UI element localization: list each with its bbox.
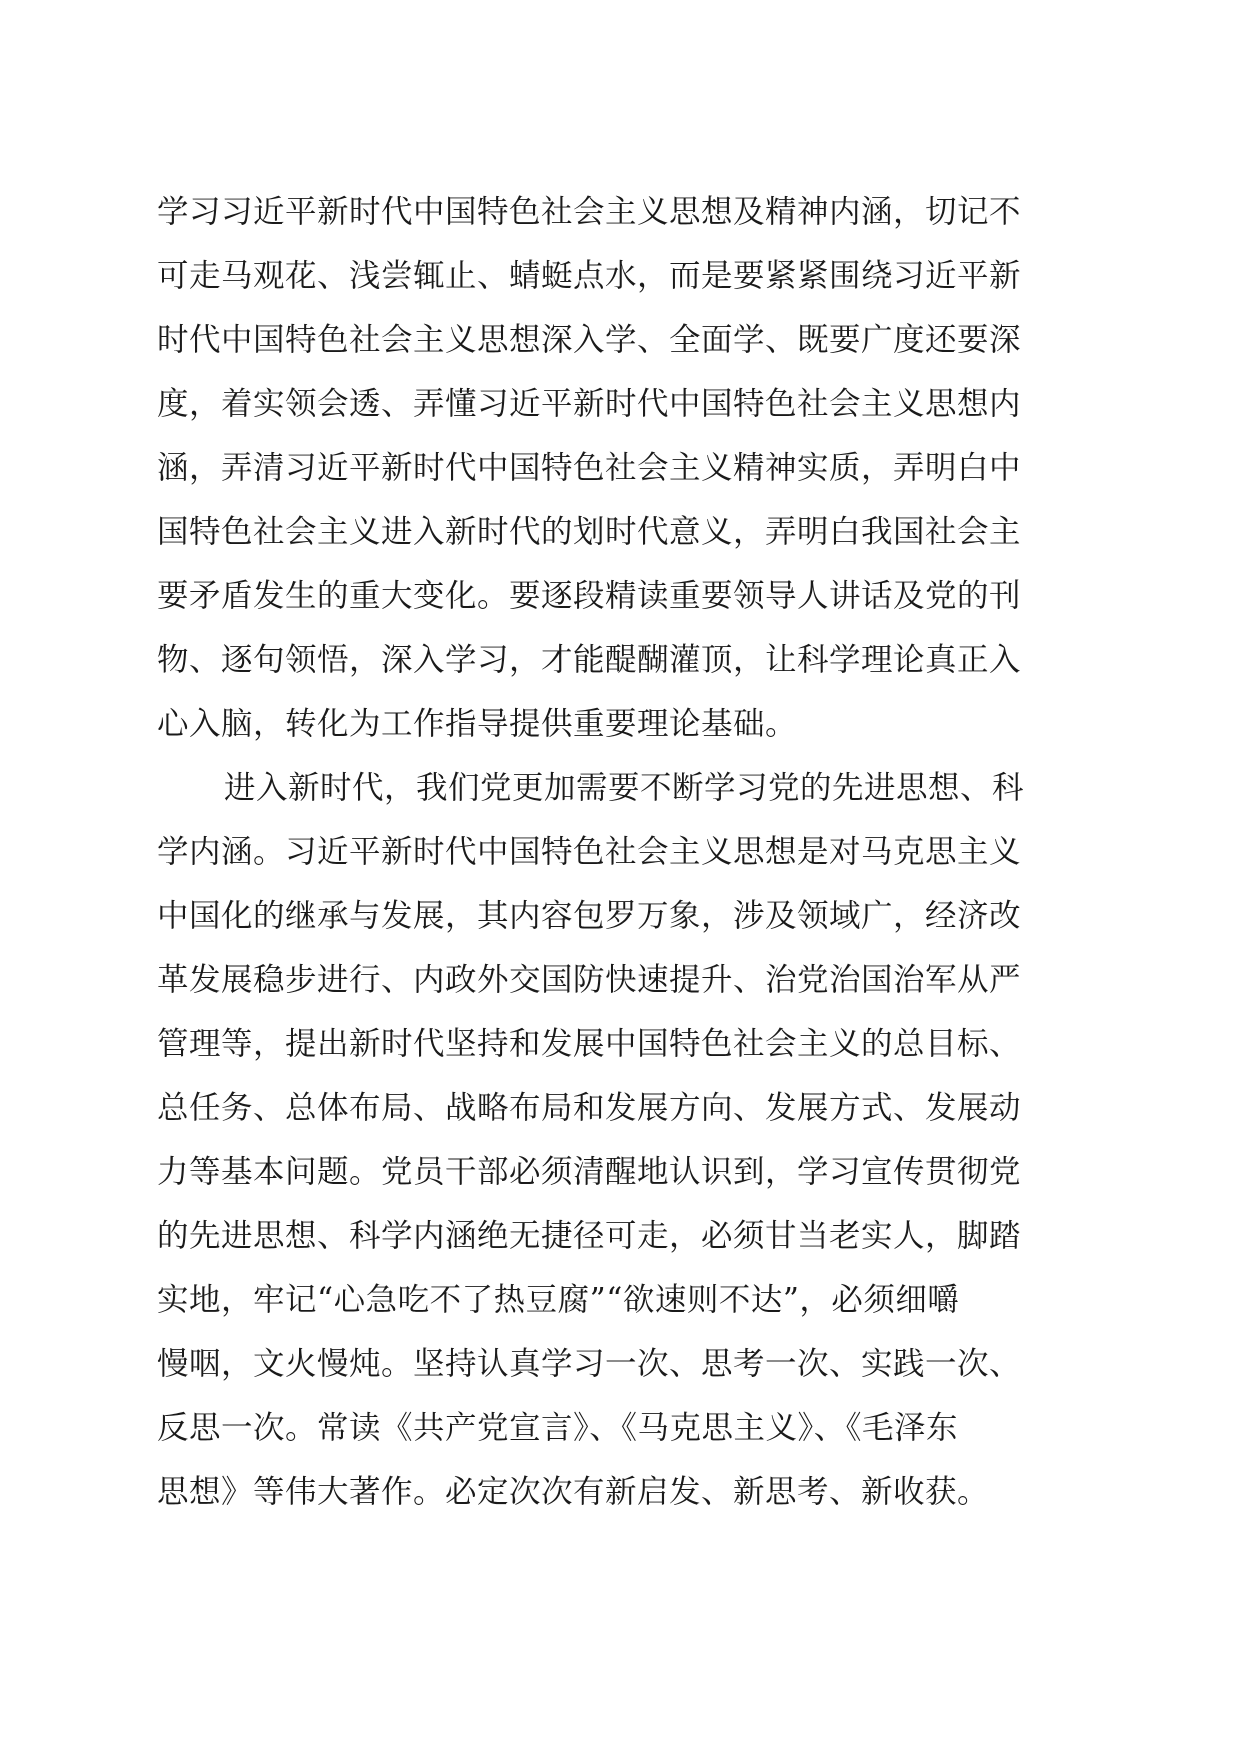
text-line: 革发展稳步进行、内政外交国防快速提升、治党治国治军从严: [157, 962, 1022, 998]
text-line: 物、逐句领悟，深入学习，才能醍醐灌顶，让科学理论真正入: [157, 642, 1022, 678]
text-line: 要矛盾发生的重大变化。要逐段精读重要领导人讲话及党的刊: [157, 578, 1022, 614]
text-line: 涵，弄清习近平新时代中国特色社会主义精神实质，弄明白中: [157, 450, 1022, 486]
text-line-first: 进入新时代，我们党更加需要不断学习党的先进思想、科: [224, 770, 1025, 806]
text-line: 管理等，提出新时代坚持和发展中国特色社会主义的总目标、: [157, 1026, 1022, 1062]
text-line: 学习习近平新时代中国特色社会主义思想及精神内涵，切记不: [157, 194, 1022, 230]
text-line: 力等基本问题。党员干部必须清醒地认识到，学习宣传贯彻党: [157, 1154, 1022, 1190]
text-line: 实地，牢记“心急吃不了热豆腐”“欲速则不达”，必须细嚼: [157, 1282, 960, 1318]
text-line: 国特色社会主义进入新时代的划时代意义，弄明白我国社会主: [157, 514, 1022, 550]
text-line: 总任务、总体布局、战略布局和发展方向、发展方式、发展动: [157, 1090, 1022, 1126]
text-line: 时代中国特色社会主义思想深入学、全面学、既要广度还要深: [157, 322, 1022, 358]
paragraph-2: [157, 756, 1087, 1524]
paragraph-1: [157, 180, 1087, 756]
text-line: 可走马观花、浅尝辄止、蜻蜓点水，而是要紧紧围绕习近平新: [157, 258, 1022, 294]
text-line: 慢咽，文火慢炖。坚持认真学习一次、思考一次、实践一次、: [157, 1346, 1022, 1382]
text-line: 心入脑，转化为工作指导提供重要理论基础。: [157, 706, 798, 742]
text-line: 度，着实领会透、弄懂习近平新时代中国特色社会主义思想内: [157, 386, 1022, 422]
text-line: 学内涵。习近平新时代中国特色社会主义思想是对马克思主义: [157, 834, 1022, 870]
body-text: [157, 180, 1087, 1524]
text-line: 的先进思想、科学内涵绝无捷径可走，必须甘当老实人，脚踏: [157, 1218, 1022, 1254]
text-line: 中国化的继承与发展，其内容包罗万象，涉及领域广，经济改: [157, 898, 1022, 934]
text-line: 思想》等伟大著作。必定次次有新启发、新思考、新收获。: [157, 1474, 990, 1510]
text-line: 反思一次。常读《共产党宣言》、《马克思主义》、《毛泽东: [157, 1410, 959, 1446]
